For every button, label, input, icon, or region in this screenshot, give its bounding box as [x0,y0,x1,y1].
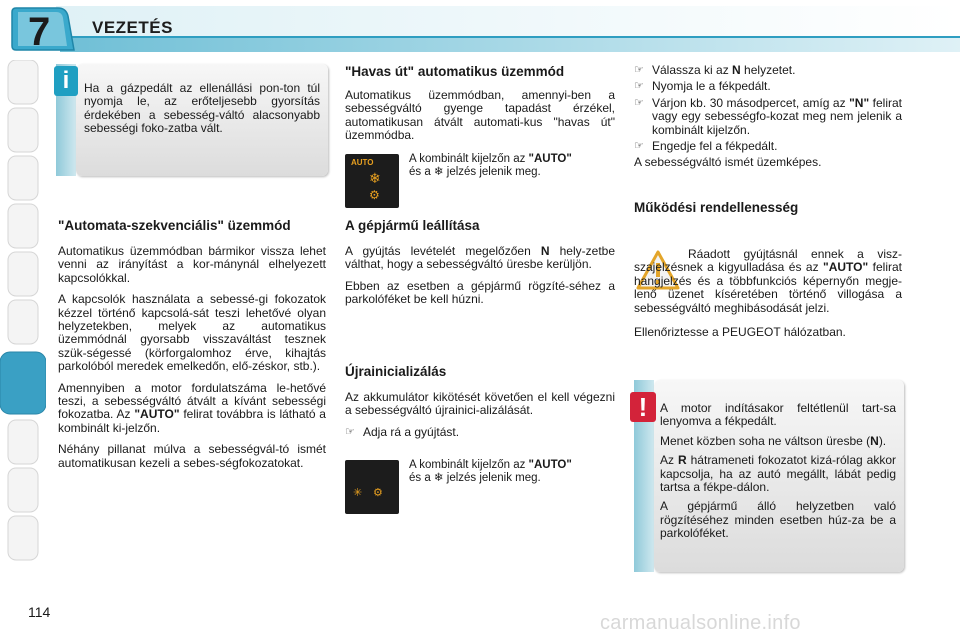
col3-p2-b: felirat hangjelzés és a többfunkciós képernyőn megje-lenő üzenet kíséretében történő villogása a sebességváltó meghibásodását jelzi. [634,260,902,315]
column-2-reinit [345,364,615,439]
heading-ujrainicializalas: Újrainicializálás [345,364,447,379]
warn-p1: A motor indításakor feltétlenül tart-sa lenyomva a fékpedált. [660,401,896,429]
warn-p3-b: hátrameneti fokozatot kizá-rólag akkor kapcsolja, ha az autó megállt, lábát pedig tartsa a fékpe-dálon. [660,453,896,495]
display-caption-2 [409,459,619,485]
header-title-bg [56,6,960,36]
column-2 [345,64,615,143]
col3-bullet-1 [634,64,902,77]
caption-1-bold: "AUTO" [528,153,572,165]
column-1 [58,218,326,470]
warn-p2-bold: N [870,433,879,448]
display-caption-1 [409,153,619,179]
col1-p4: Néhány pillanat múlva a sebességvál-tó ismét automatikusan kezeli a sebes-ségfokozatokat. [58,442,326,470]
col3-b2-text: Nyomja le a fékpedált. [652,79,771,94]
caption-2-b: és a ❄ jelzés jelenik meg. [409,472,541,484]
display-auto-label: AUTO [351,158,374,167]
chapter-number: 7 [28,10,51,54]
info-box-text: Ha a gázpedált az ellenállási pon-ton túl nyomja le, az erőteljesebb gyorsítás érdekében a sebesség-váltó alacsonyabb sebességi foko-zatba vált. [84,81,320,136]
col3-p2 [634,248,902,315]
col3-p2-bold: "AUTO" [823,260,869,275]
hand-pointer-icon: ☞ [345,425,355,438]
heading-havas-ut: "Havas út" automatikus üzemmód [345,64,565,79]
column-3 [634,64,902,215]
col2-p2-a: A gyújtás levételét megelőzően [345,244,541,258]
column-2-stop [345,218,615,307]
caption-2-a: A kombinált kijelzőn az [409,459,529,471]
col1-p3-bold: "AUTO" [134,407,180,422]
col3-b4-text: Engedje fel a fékpedált. [652,139,778,154]
heading-rendellenesseg: Működési rendellenesség [634,199,799,215]
warn-p3-bold: R [677,453,687,468]
col3-p2-a: Ráadott gyújtásnál ennek a visz-szajelzésnek a kigyulladása és az [634,247,902,275]
gear-small-icon: ⚙ [373,487,383,499]
caption-1-b: és a ❄ jelzés jelenik meg. [409,166,541,178]
col3-p3: Ellenőriztesse a PEUGEOT hálózatban. [634,325,846,339]
warn-p2-b: ). [878,433,887,448]
hand-pointer-icon: ☞ [634,140,644,153]
snowflake-icon: ❄ [369,170,381,186]
hand-pointer-icon: ☞ [634,64,644,76]
exclamation-icon: ! [630,392,656,422]
col1-p2: A kapcsolók használata a sebessé-gi fokozatok kézzel történő kapcsolá-sát teszi lehetővé olyan helyzetekben, melyek az automatikus üzemmódnál gyorsabb visszaváltást tesznek szük-ségessé (körforgalomhoz érve, kihajtás parkolóból meredek emelkedőn, elő-zéskor, stb.). [58,292,326,374]
heading-automata: "Automata-szekvenciális" üzemmód [58,218,291,233]
caption-1-a: A kombinált kijelzőn az [409,153,529,165]
hand-pointer-icon: ☞ [634,96,644,109]
warning-box [654,380,904,572]
col3-b3-a: Várjon kb. 30 másodpercet, amíg az [652,95,850,110]
warn-p2-a: Menet közben soha ne váltson üresbe ( [660,433,871,448]
warning-box-content [660,402,896,541]
col2-p2-b: hely-zetbe válthat, hogy a sebességváltó üresbe kerüljön. [345,244,615,272]
col3-b3-bold: "N" [849,95,870,110]
chapter-thumb-tabs [0,60,46,590]
warn-p3 [660,454,896,494]
combined-display-2 [345,460,399,514]
col2-p3: Ebben az esetben a gépjármű rögzíté-séhez a parkolóféket be kell húzni. [345,278,615,307]
col1-p3-b: felirat továbbra is látható a kombinált ki-jelzőn. [58,407,326,435]
col3-p1: A sebességváltó ismét üzemképes. [634,155,822,170]
caption-2-bold: "AUTO" [528,459,572,471]
warn-p3-a: Az [660,453,678,468]
col3-bullet-2 [634,80,902,93]
page-title: VEZETÉS [92,18,173,37]
col2-p1: Automatikus üzemmódban, amennyi-ben a sebességváltó gyenge tapadást érzékel, automatikusan átvált automati-kus "havas út" üzemmódba. [345,88,615,143]
info-box [76,64,328,176]
gear-indicator-icon: ⚙ [369,188,380,202]
col3-b1-a: Válassza ki az [652,63,733,77]
col2-bullet-1 [345,426,615,439]
col1-p3-a: Amennyiben a motor fordulatszáma le-hetővé teszi, a sebességváltó átvált a kívánt sebességi fokozatba. Az [58,380,326,422]
col2-bullet-1-text: Adja rá a gyújtást. [363,424,460,439]
chapter-tab [10,6,76,52]
col1-p1: Automatikus üzemmódban bármikor vissza lehet venni az irányítást a kor-mánynál elhelyezett kapcsolókkal. [58,244,326,285]
info-icon: i [54,66,78,96]
col3-bullet-4 [634,140,902,153]
col3-b1-b: helyzetet. [740,63,796,77]
col3-bullet-3 [634,97,902,137]
col3-b3-b: felirat vagy egy sebességfo-kozat meg nem jelenik a kombinált kijelzőn. [652,95,902,137]
snowflake-small-icon: ✳ [353,487,363,499]
watermark-url: carmanualsonline.info [600,612,801,634]
col2-p2-bold: N [540,244,550,258]
warn-p4: A gépjármű álló helyzetben való rögzítéséhez minden esetben húz-za be a parkolóféket. [660,499,896,541]
hand-pointer-icon: ☞ [634,80,644,93]
col2-p4: Az akkumulátor kikötését követően el kell végezni a sebességváltó újrainici-alizálását. [345,390,615,418]
heading-leallitas: A gépjármű leállítása [345,218,480,233]
col1-p3 [58,382,326,436]
warn-p2 [660,435,896,448]
combined-display-1 [345,154,399,208]
header-bar [60,36,960,52]
page-number: 114 [28,604,51,620]
col3-b1-bold: N [732,63,741,77]
col2-p2 [345,245,615,272]
